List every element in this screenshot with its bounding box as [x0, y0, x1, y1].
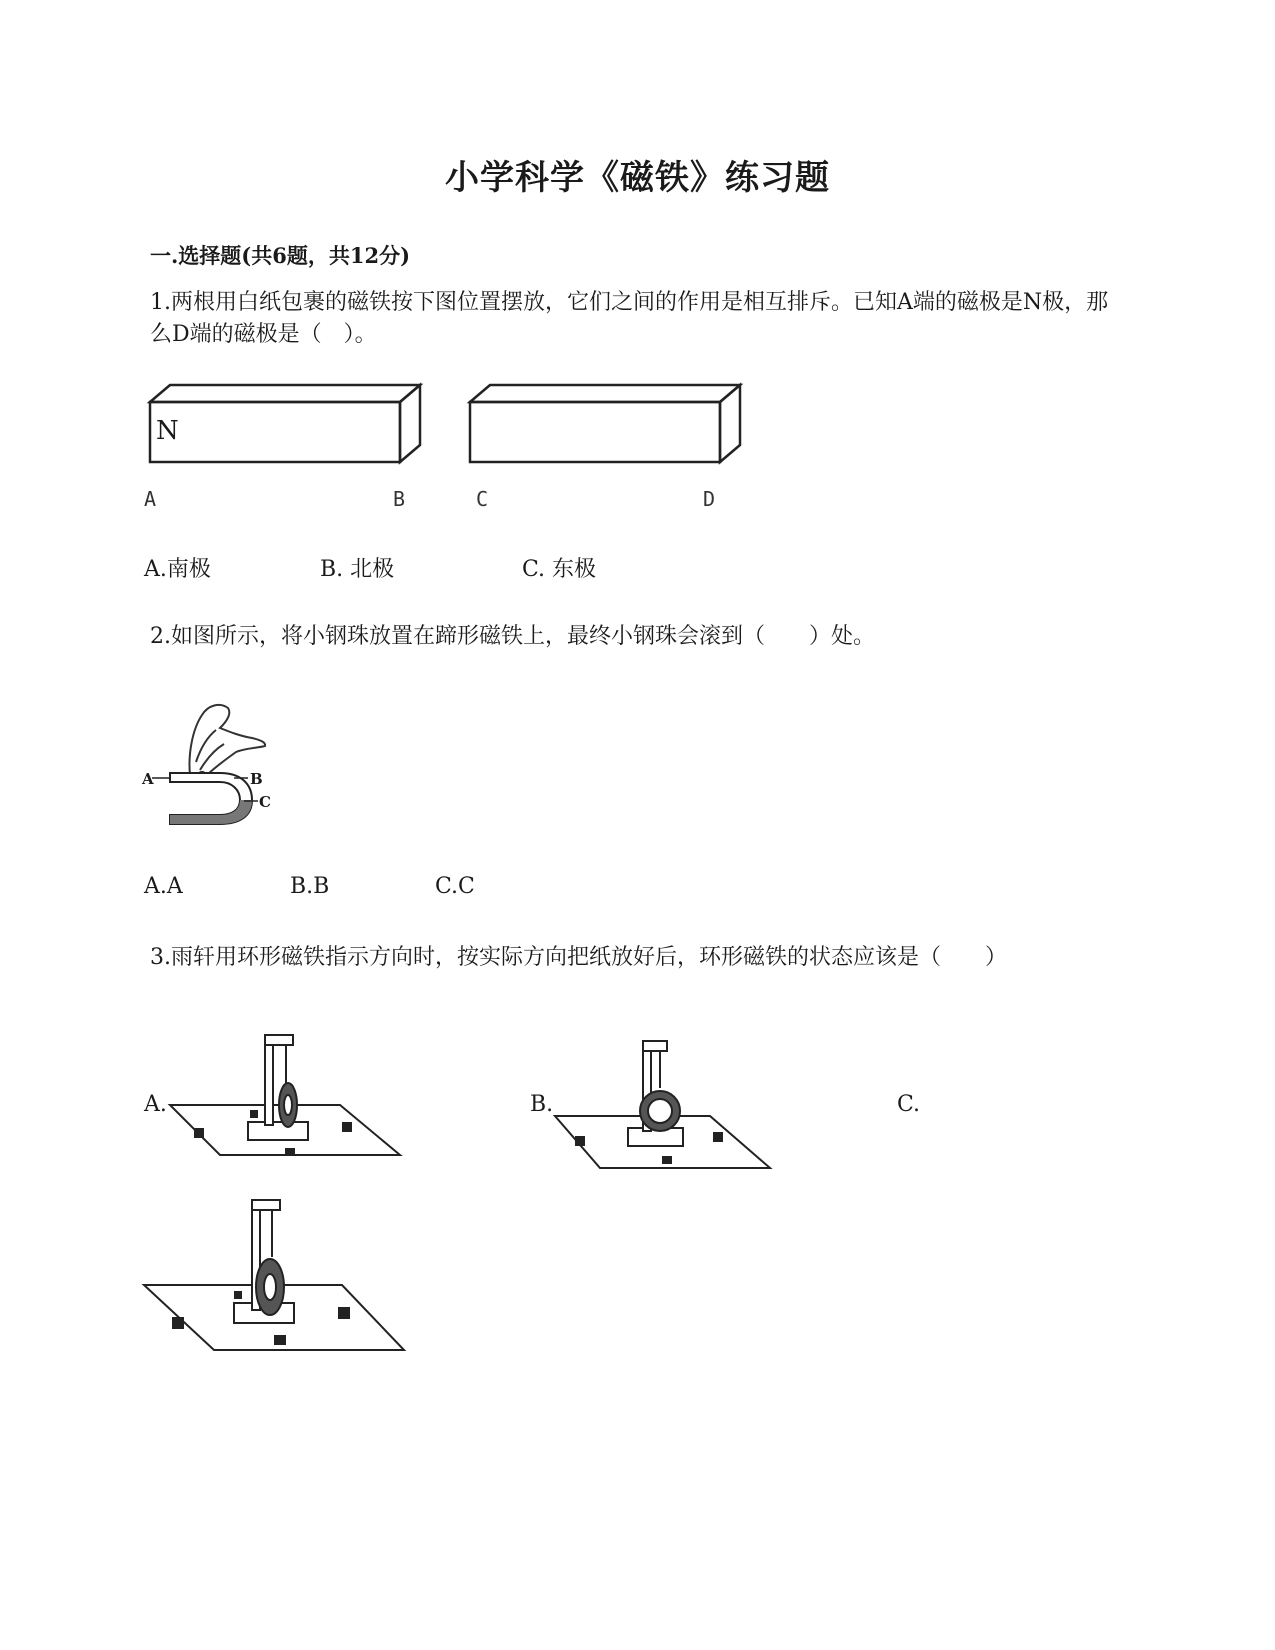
end-label-b: B — [393, 487, 406, 511]
question-3-option-b[interactable]: B. — [530, 1092, 554, 1117]
end-label-a: A — [144, 487, 157, 511]
horseshoe-label-c: C — [259, 793, 271, 811]
ring-magnet-stand-c-figure — [142, 1195, 412, 1355]
question-3-text: 3.雨轩用环形磁铁指示方向时，按实际方向把纸放好后，环形磁铁的状态应该是（ ） — [150, 945, 1007, 970]
hand-sketch — [190, 705, 266, 776]
ring-magnet-stand-a-figure — [160, 1030, 410, 1165]
bar-magnet-left — [150, 385, 420, 462]
question-2-option-a[interactable]: A.A — [144, 874, 183, 899]
section-heading: 一.选择题(共6题，共12分) — [150, 243, 411, 268]
bar-magnet-right — [470, 385, 740, 462]
question-1-option-c[interactable]: C. 东极 — [522, 557, 597, 582]
question-2-option-b[interactable]: B.B — [290, 874, 330, 899]
end-label-c: C — [476, 487, 489, 511]
page-title: 小学科学《磁铁》练习题 — [445, 158, 830, 198]
question-2-text: 2.如图所示，将小钢珠放置在蹄形磁铁上，最终小钢珠会滚到（ ）处。 — [150, 624, 875, 649]
ring-magnet-stand-b-figure — [550, 1036, 780, 1171]
question-1-option-b[interactable]: B. 北极 — [320, 557, 395, 582]
horseshoe-label-a: A — [142, 770, 154, 788]
question-1-text: 1.两根用白纸包裹的磁铁按下图位置摆放，它们之间的作用是相互排斥。已知A端的磁极是N极，那么D端的磁极是（ ）。 — [150, 290, 1109, 347]
question-3-option-a[interactable]: A. — [144, 1092, 167, 1117]
question-3-option-c[interactable]: C. — [897, 1092, 921, 1117]
north-pole-mark: N — [156, 416, 179, 446]
horseshoe-label-b: B — [250, 770, 263, 788]
question-2-option-c[interactable]: C.C — [435, 874, 475, 899]
two-bar-magnets-figure — [148, 380, 748, 470]
end-label-d: D — [703, 487, 716, 511]
question-1-option-a[interactable]: A.南极 — [144, 557, 211, 582]
